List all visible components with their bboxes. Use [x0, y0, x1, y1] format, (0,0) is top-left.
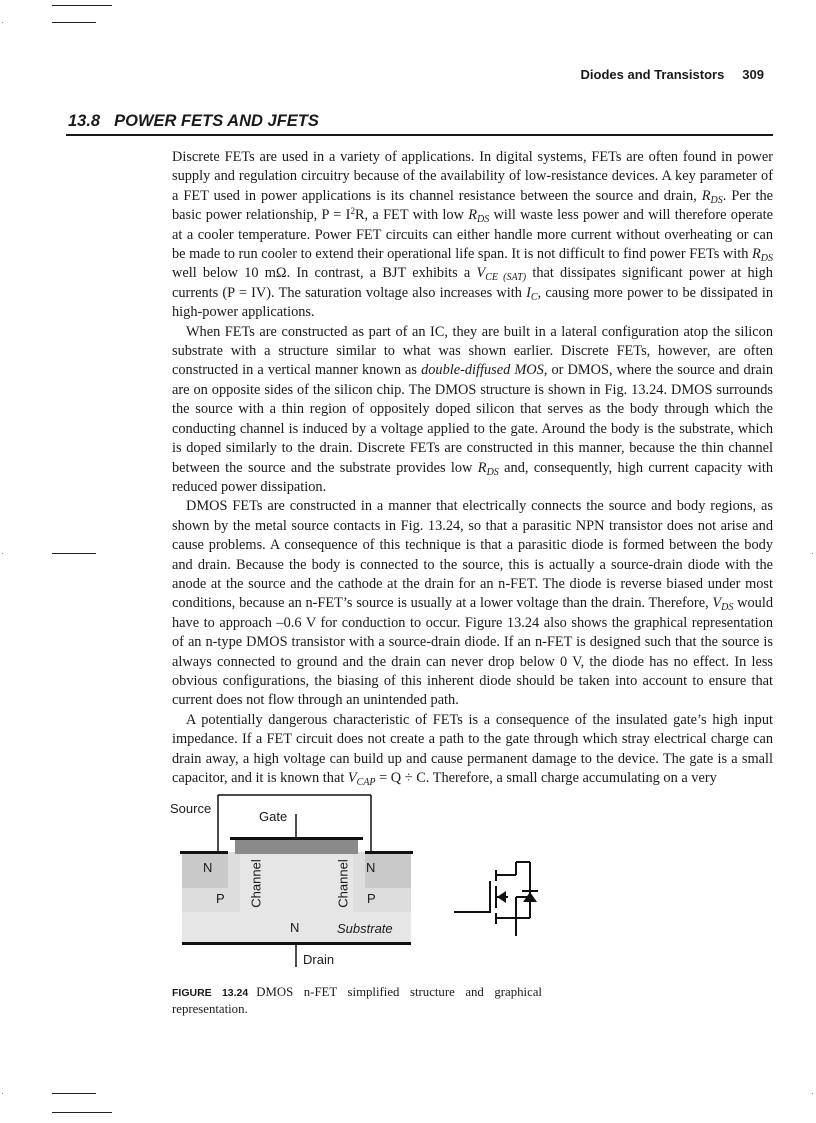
source-contact-left	[180, 851, 228, 854]
running-head	[581, 67, 764, 82]
gate-metal	[230, 837, 363, 840]
section-rule	[66, 134, 773, 136]
crop-mark	[52, 22, 96, 23]
paragraph-2: When FETs are constructed as part of an IC, they are built in a lateral configuration atop the silicon substrate with a structure similar to what was shown earlier. Discrete FETs, however, are often constructed in a vertical manner known as double-diffused MOS, or DMOS, where the source and drain are on opposite sides of the silicon chip. The DMOS structure is shown in Fig. 13.24. DMOS surrounds the source with a thin region of oppositely doped silicon that serves as the body through which the conducting channel is induced by a voltage applied to the gate. Around the body is the substrate, which is doped similarly to the drain. Discrete FETs are constructed in this manner, because the thin channel between the source and the substrate provides low $R_{DS}$ and, consequently, high current capacity with reduced power dissipation.	[172, 323, 774, 495]
running-title: Diodes and Transistors	[580, 67, 725, 82]
paragraph-3: DMOS FETs are constructed in a manner that electrically connects the source and body regions, as shown by the metal source contacts in Fig. 13.24, so that a parasitic NPN transistor does not arise and cause problems. A consequence of this technique is that a parasitic diode is formed between the body and drain. Because the body is connected to the source, this is actually a source-drain diode with the anode at the source and the cathode at the drain for an n-FET. The diode is reverse biased under most conditions, because an n-FET’s source is usually at a lower voltage than the drain. Therefore, $V_{DS}$ would have to approach –0.6 V for conduction to occur. Figure 13.24 also shows the graphical representation of an n-type DMOS transistor with a source-drain diode. If an n-FET is designed such that the source is always connected to ground and the drain can never drop below 0 V, the diode has no effect. In less obvious configurations, the biasing of this inherent diode should be taken into account to ensure that current does not flow through an unintended path.	[172, 498, 773, 709]
label-gate: Gate	[259, 809, 288, 824]
label-n-right: N	[366, 860, 376, 875]
drain-metal	[182, 942, 411, 945]
page-number: 309	[742, 67, 764, 82]
registration-dot	[812, 1093, 813, 1094]
section-heading	[68, 112, 319, 131]
source-contact-right	[365, 851, 413, 854]
crop-mark	[52, 5, 112, 6]
registration-dot	[2, 1093, 3, 1094]
registration-dot	[2, 553, 3, 554]
caption-text: DMOS n-FET simplified structure and graphical representation.	[172, 985, 542, 1016]
label-n-left: N	[203, 860, 213, 875]
registration-dot	[812, 553, 813, 554]
section-title: POWER FETS AND JFETS	[114, 112, 319, 130]
figure-caption	[172, 985, 542, 1017]
label-source: Source	[170, 801, 212, 816]
crop-mark	[52, 1112, 112, 1113]
paragraph-4: A potentially dangerous characteristic of FETs is a consequence of the insulated gate’s high input impedance. If a FET circuit does not create a path to the gate through which stray electrical charge can drain away, a high voltage can build up and cause permanent damage to the device. The gate is a small capacitor, and it is known that $V_{CAP} = Q \div C$. Therefore, a small charge accumulating on a very	[172, 711, 773, 788]
label-substrate: Substrate	[337, 921, 393, 936]
label-p-right: P	[367, 891, 376, 906]
label-drain: Drain	[303, 952, 335, 967]
dmos-symbol	[454, 862, 530, 936]
section-number: 13.8	[68, 112, 101, 130]
crop-mark	[52, 1093, 96, 1094]
label-channel-left: Channel	[248, 859, 264, 908]
caption-label: FIGURE 13.24	[172, 987, 249, 999]
crop-mark	[52, 553, 96, 554]
label-channel-right: Channel	[335, 859, 351, 908]
figure-13-24	[160, 790, 580, 980]
registration-dot	[2, 22, 3, 23]
label-n-drift: N	[290, 920, 300, 935]
gate-oxide	[235, 840, 358, 854]
label-p-left: P	[216, 891, 225, 906]
paragraph-1: Discrete FETs are used in a variety of applications. In digital systems, FETs are often found in power supply and regulation circuitry because of the availability of low-resistance devices. A key parameter of a FET used in power applications is its channel resistance between the source and drain, $R_{DS}$. Per the basic power relationship, $P = I^2R$, a FET with low $R_{DS}$ will waste less power and will therefore operate at a cooler temperature. Power FET circuits can either handle more current without overheating or can be made to run cooler to extend their operational life span. It is not difficult to find power FETs with $R_{DS}$ well below 10 mΩ. In contrast, a BJT exhibits a $V_{CE (SAT)}$ that dissipates significant power at high currents (P = IV). The saturation voltage also increases with $I_C$, causing more power to be dissipated in high-power applications.	[172, 149, 774, 321]
body-arrow	[497, 891, 506, 903]
body-text	[172, 148, 773, 788]
dmos-diagram	[160, 790, 580, 980]
